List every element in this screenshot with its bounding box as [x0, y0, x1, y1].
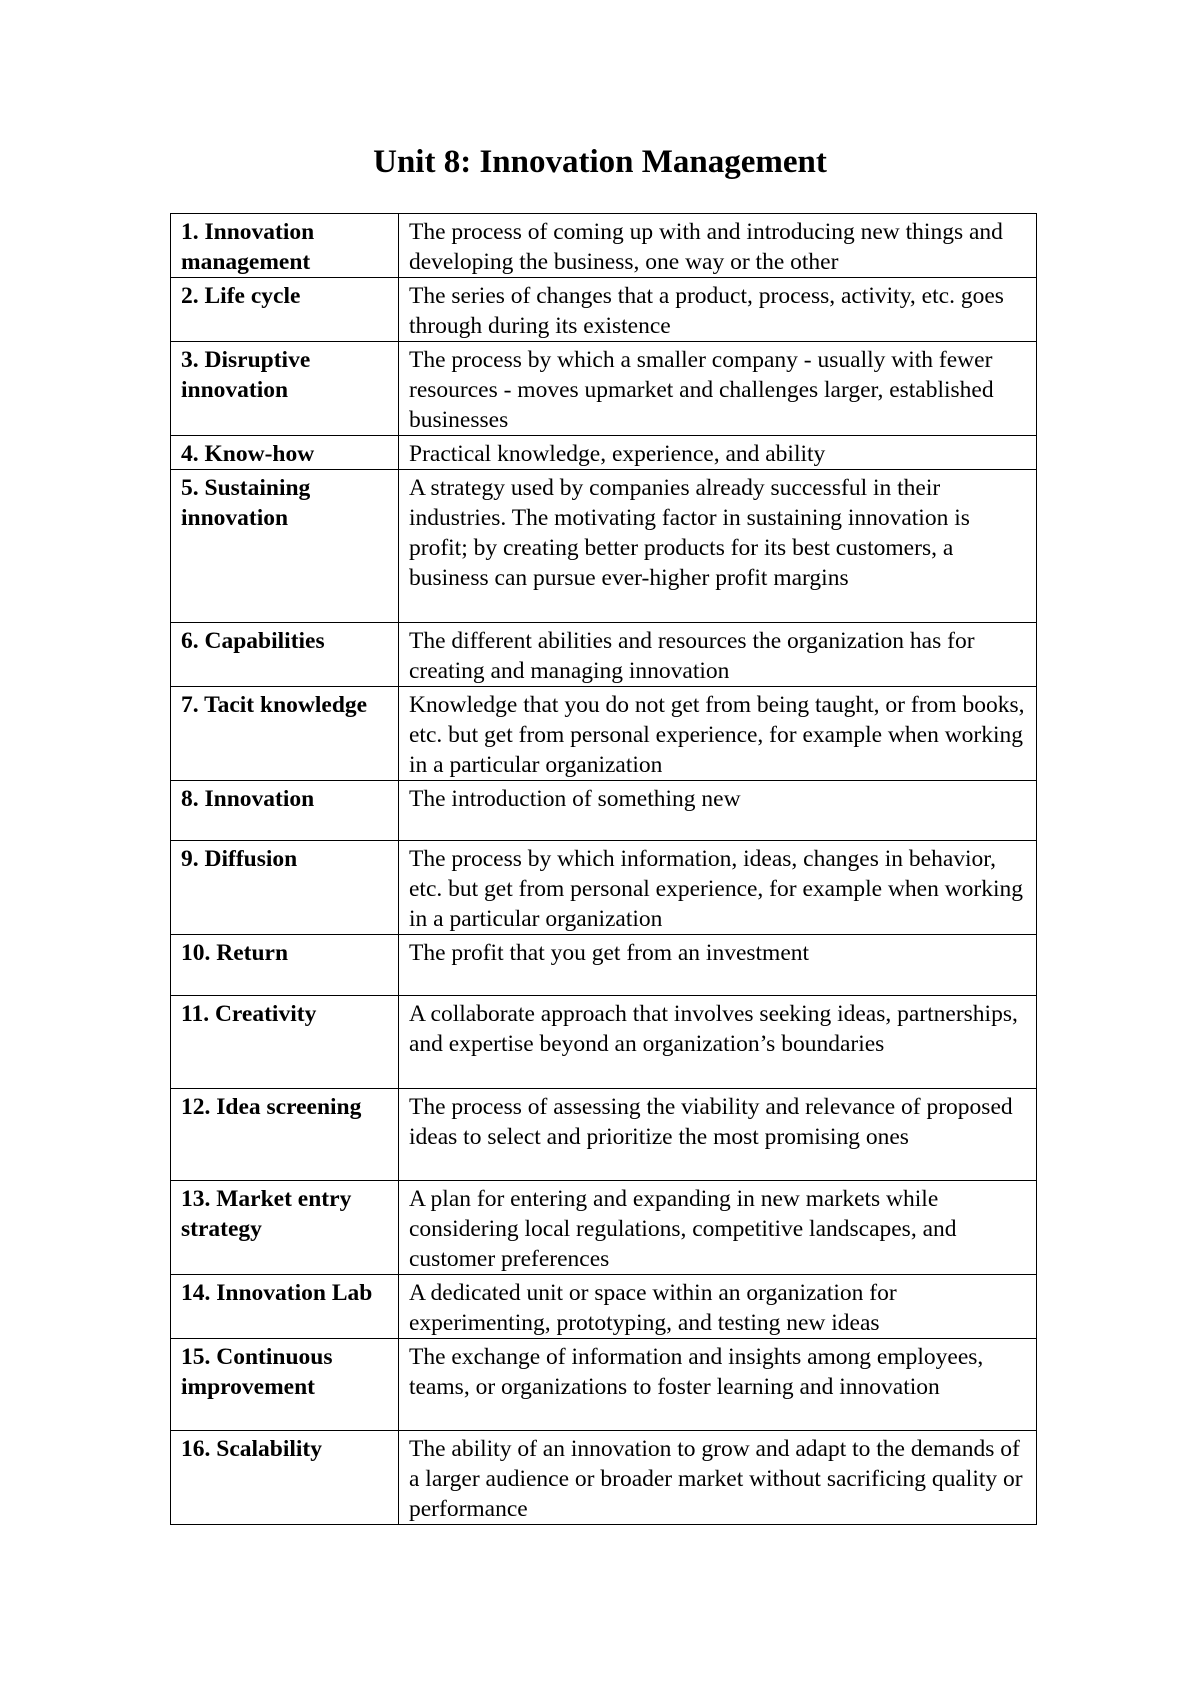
term-cell: 10. Return — [171, 935, 399, 996]
definition-cell: The process by which information, ideas, changes in behavior, etc. but get from personal experience, for example when working in a particular organization — [399, 841, 1037, 935]
table-row — [171, 436, 1037, 470]
term-cell: 12. Idea screening — [171, 1089, 399, 1181]
term-cell: 8. Innovation — [171, 781, 399, 841]
table-row — [171, 1181, 1037, 1275]
definition-cell: The process by which a smaller company - usually with fewer resources - moves upmarket and challenges larger, established businesses — [399, 342, 1037, 436]
table-row — [171, 342, 1037, 436]
term-cell: 11. Creativity — [171, 996, 399, 1089]
table-row — [171, 687, 1037, 781]
definition-cell: A collaborate approach that involves seeking ideas, partnerships, and expertise beyond an organization’s boundaries — [399, 996, 1037, 1089]
table-row — [171, 623, 1037, 687]
term-cell: 1. Innovation management — [171, 214, 399, 278]
definition-cell: The process of assessing the viability and relevance of proposed ideas to select and prioritize the most promising ones — [399, 1089, 1037, 1181]
definition-cell: Knowledge that you do not get from being taught, or from books, etc. but get from personal experience, for example when working in a particular organization — [399, 687, 1037, 781]
term-cell: 4. Know-how — [171, 436, 399, 470]
term-cell: 2. Life cycle — [171, 278, 399, 342]
definition-cell: The series of changes that a product, process, activity, etc. goes through during its existence — [399, 278, 1037, 342]
definition-cell: A strategy used by companies already successful in their industries. The motivating factor in sustaining innovation is profit; by creating better products for its best customers, a business can pursue ever-higher profit margins — [399, 470, 1037, 623]
term-cell: 15. Continuous improvement — [171, 1339, 399, 1431]
definition-cell: The different abilities and resources the organization has for creating and managing innovation — [399, 623, 1037, 687]
definition-cell: The ability of an innovation to grow and adapt to the demands of a larger audience or broader market without sacrificing quality or performance — [399, 1431, 1037, 1525]
page-title: Unit 8: Innovation Management — [373, 144, 827, 180]
definition-cell: The profit that you get from an investment — [399, 935, 1037, 996]
term-cell: 5. Sustaining innovation — [171, 470, 399, 623]
term-cell: 13. Market entry strategy — [171, 1181, 399, 1275]
term-cell: 6. Capabilities — [171, 623, 399, 687]
term-cell: 7. Tacit knowledge — [171, 687, 399, 781]
table-row — [171, 781, 1037, 841]
table-row — [171, 1339, 1037, 1431]
glossary-table — [170, 213, 1037, 1525]
term-cell: 14. Innovation Lab — [171, 1275, 399, 1339]
definition-cell: The process of coming up with and introducing new things and developing the business, one way or the other — [399, 214, 1037, 278]
table-row — [171, 470, 1037, 623]
definition-cell: Practical knowledge, experience, and ability — [399, 436, 1037, 470]
definition-cell: A plan for entering and expanding in new markets while considering local regulations, competitive landscapes, and customer preferences — [399, 1181, 1037, 1275]
definition-cell: A dedicated unit or space within an organization for experimenting, prototyping, and testing new ideas — [399, 1275, 1037, 1339]
table-row — [171, 1275, 1037, 1339]
table-row — [171, 214, 1037, 278]
table-row — [171, 278, 1037, 342]
table-row — [171, 996, 1037, 1089]
definition-cell: The introduction of something new — [399, 781, 1037, 841]
term-cell: 9. Diffusion — [171, 841, 399, 935]
term-cell: 3. Disruptive innovation — [171, 342, 399, 436]
table-row — [171, 1089, 1037, 1181]
term-cell: 16. Scalability — [171, 1431, 399, 1525]
table-row — [171, 935, 1037, 996]
table-row — [171, 841, 1037, 935]
table-row — [171, 1431, 1037, 1525]
definition-cell: The exchange of information and insights among employees, teams, or organizations to foster learning and innovation — [399, 1339, 1037, 1431]
